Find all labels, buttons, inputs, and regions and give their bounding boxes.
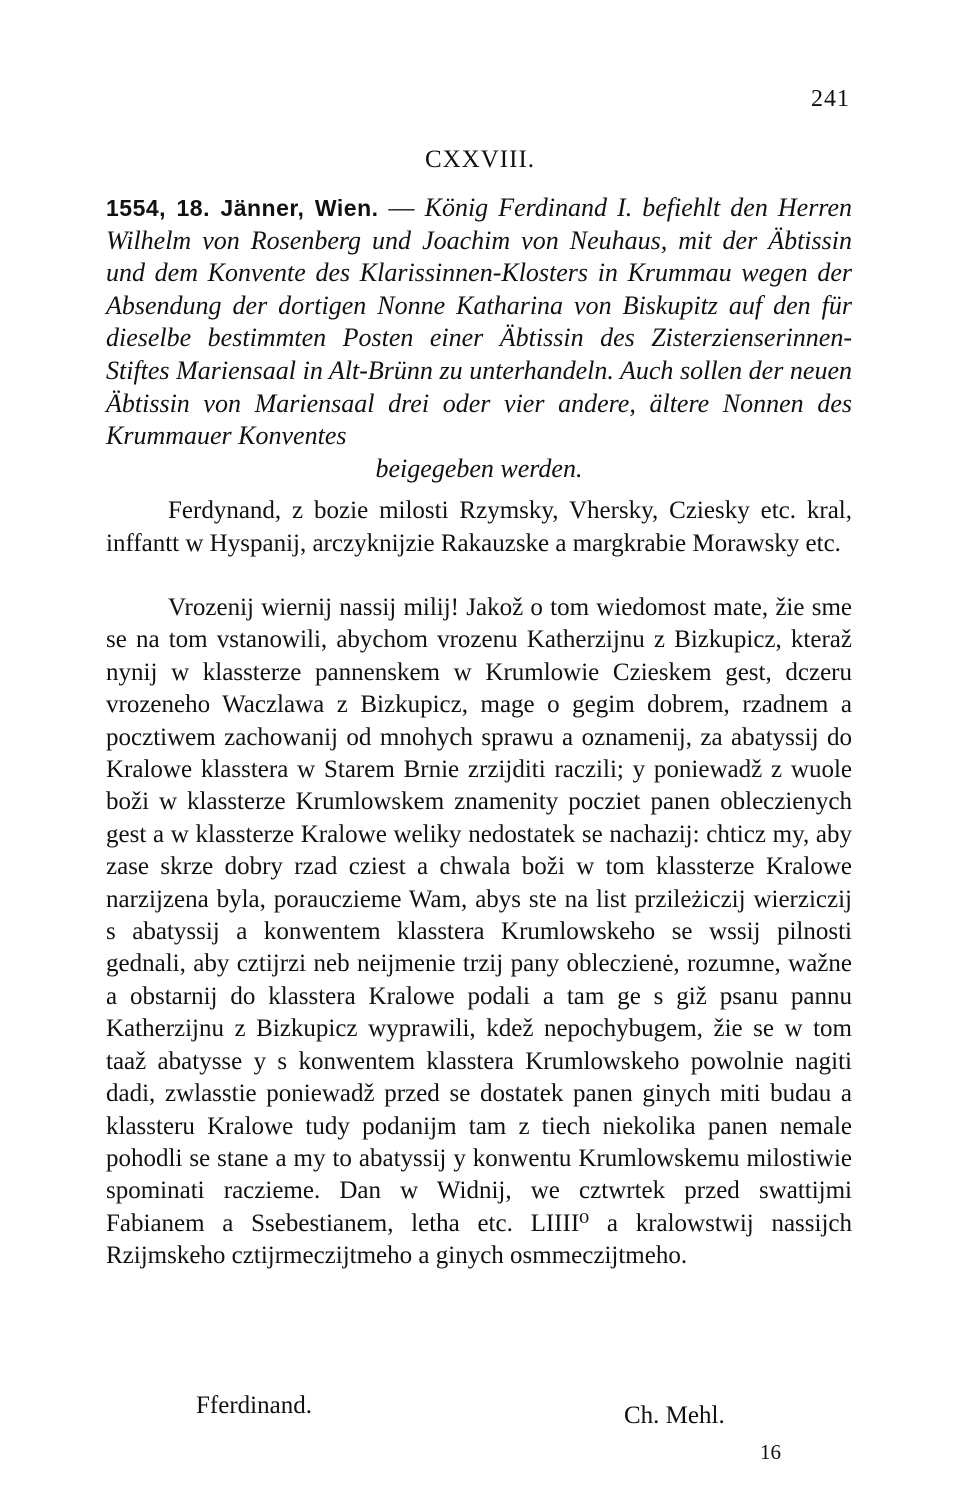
- signature-secretary: Ch. Mehl.: [624, 1402, 725, 1429]
- page-number: 241: [811, 86, 850, 112]
- document-body-text: Vrozenij wiernij nassij milij! Jakož o tom wiedomost mate, žie sme se na tom vstanowili, abychom vrozenu Katherzijnu z Bizkupicz, kteraž nynij w klassterze pannenskem w Krumlowie Czieskem gest, dczeru vrozeneho Waczlawa z Bizkupicz, mage o gegim dobrem, rzadnem a pocztiwem zachowanij od mnohych sprawu a oznamenij, za abatyssij do Kralowe klasstera w Starem Brnie zrzijditi raczili; y poniewadž z wuole boži w klassterze Krumlowskem znamenity pocziet panen obleczienych gest a w klassterze Kralowe weliky nedostatek se nachazij: chticz my, aby zase skrze dobry rzad cziest a chwala boži w tom klassterze Kralowe narzijzena byla, porauczieme Wam, abys ste na list przileżiczij wierziczij s abatyssij a konwentem klasstera Krumlowskeho se wssij pilnosti gednali, aby cztijrzi neb neijmenie trzij pany obleczienė, rozumne, wažne a obstarnij do klasstera Kralowe podali a tam ge s giž psanu pannu Katherzijnu z Bizkupicz wyprawili, kdež nepochybugem, žie se w tom taaž abatysse y s konwentem klasstera Krumlowskeho powolnie nagiti dadi, zwlasstie poniewadž przed se dostatek panen ginych miti budau a klassteru Kralowe tudy podanijm tam z tiech niekolika panen nemale pohodli se stane a my to abatyssij y konwentu Krumlowskemu milostiwie spominati raczieme. Dan w Widnij, we cztwrtek przed swattijmi Fabianem a Ssebestianem, letha etc. LIIII⁰ a kralowstwij nassijch Rzijmskeho cztijrmeczijtmeho a ginych osmmeczijtmeho.: [106, 594, 852, 1270]
- signature-ferdinand: Fferdinand.: [196, 1392, 312, 1419]
- regest-summary-end: beigegeben werden.: [375, 453, 583, 483]
- regest-paragraph: [106, 192, 852, 485]
- sheet-signature-number: 16: [760, 1440, 781, 1464]
- regest-summary: König Ferdinand I. befiehlt den Herren Wilhelm von Rosenberg und Joachim von Neuhaus, mit der Äbtissin und dem Konvente des Klarissinnen-Klosters in Krummau wegen der Absendung der dortigen Nonne Katharina von Biskupitz auf den für dieselbe bestimmten Posten einer Äbtissin des Zisterzienserinnen-Stiftes Mariensaal in Alt-Brünn zu unterhandeln. Auch sollen der neuen Äbtissin von Mariensaal drei oder vier andere, ältere Nonnen des Krummauer Konventes: [106, 193, 853, 451]
- intitulatio-paragraph: Ferdynand, z bozie milosti Rzymsky, Vhersky, Cziesky etc. kral, inffantt w Hyspanij, arczyknijzie Rakauzske a margkrabie Morawsky etc.: [106, 497, 852, 557]
- regest-dash: —: [378, 193, 425, 222]
- regest-date: 1554, 18. Jänner, Wien.: [106, 195, 379, 221]
- document-number-heading: CXXVIII.: [424, 146, 536, 173]
